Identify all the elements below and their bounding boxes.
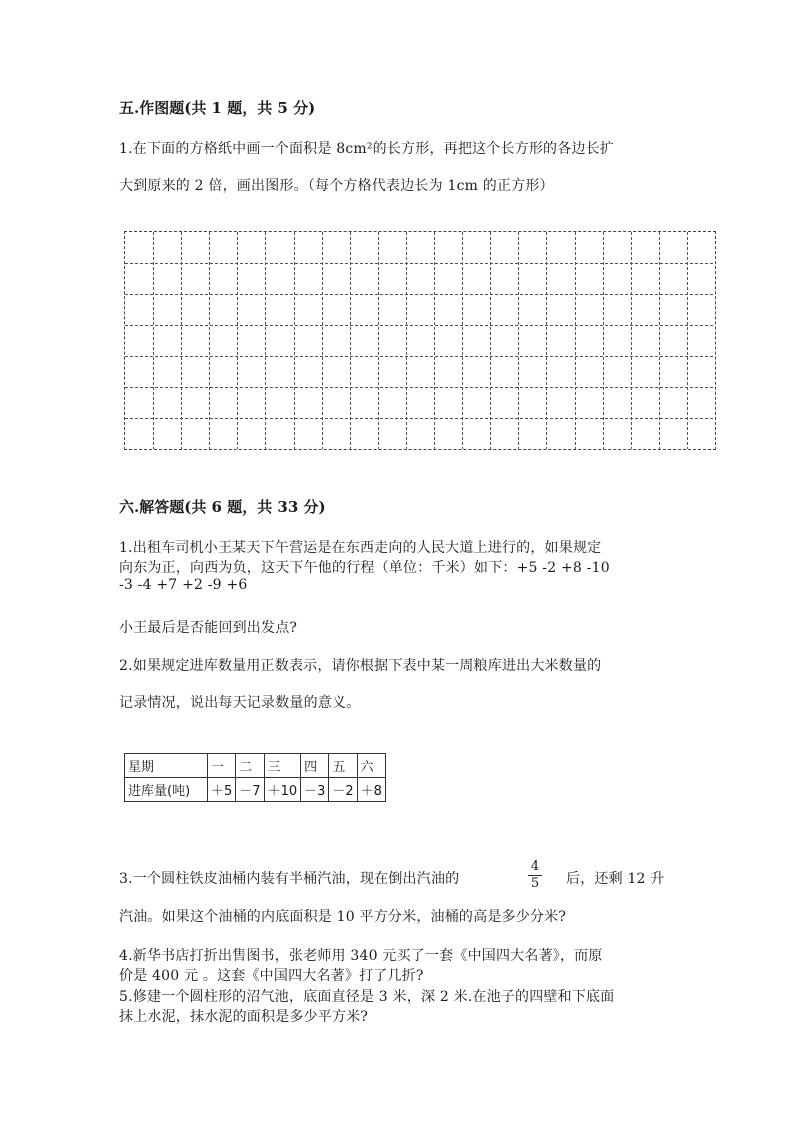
table-cell: 一 <box>208 754 236 778</box>
record-table <box>124 753 386 802</box>
table-cell: 三 <box>264 754 301 778</box>
table-cell: 进库量(吨) <box>125 778 208 802</box>
fraction <box>528 860 542 891</box>
section-5-title: 五.作图题(共 1 题，共 5 分) <box>119 99 316 117</box>
s5-q1-line2: 大到原来的 2 倍，画出图形。（每个方格代表边长为 1cm 的正方形） <box>119 178 554 194</box>
table-cell: －7 <box>236 778 264 802</box>
fraction-denominator: 5 <box>530 876 540 891</box>
table-cell: 六 <box>357 754 385 778</box>
table-cell: 五 <box>329 754 357 778</box>
s6-q3-line1a: 3.一个圆柱铁皮油桶内装有半桶汽油，现在倒出汽油的 <box>119 871 460 887</box>
s6-q3-line2: 汽油。如果这个油桶的内底面积是 10 平方分米，油桶的高是多少分米? <box>119 909 567 925</box>
table-cell: 二 <box>236 754 264 778</box>
s6-q5-line2: 抹上水泥，抹水泥的面积是多少平方米? <box>119 1009 369 1025</box>
s6-q2-line2: 记录情况，说出每天记录数量的意义。 <box>119 695 361 711</box>
table-cell: 星期 <box>125 754 208 778</box>
table-cell: －2 <box>329 778 357 802</box>
s6-q1-line2: 向东为正，向西为负，这天下午他的行程（单位：千米）如下：+5 -2 +8 -10 <box>119 560 610 576</box>
fraction-numerator: 4 <box>530 859 540 874</box>
table-row <box>125 778 386 802</box>
drawing-grid[interactable] <box>124 231 716 450</box>
s6-q4-line1: 4.新华书店打折出售图书，张老师用 340 元买了一套《中国四大名著》，而原 <box>119 948 603 964</box>
table-row <box>125 754 386 778</box>
table-cell: ＋5 <box>208 778 236 802</box>
table-cell: －3 <box>301 778 329 802</box>
s6-q5-line1: 5.修建一个圆柱形的沼气池，底面直径是 3 米，深 2 米.在池子的四壁和下底面 <box>119 989 615 1005</box>
s6-q4-line2: 价是 400 元 。这套《中国四大名著》打了几折? <box>119 968 424 984</box>
s6-q1-line1: 1.出租车司机小王某天下午营运是在东西走向的人民大道上进行的，如果规定 <box>119 540 602 556</box>
s5-q1-line1: 1.在下面的方格纸中画一个面积是 8cm²的长方形，再把这个长方形的各边长扩 <box>119 141 615 157</box>
s6-q3-line1b: 后，还剩 12 升 <box>566 871 665 887</box>
section-6-title: 六.解答题(共 6 题，共 33 分) <box>119 498 326 516</box>
table-cell: ＋10 <box>264 778 301 802</box>
table-cell: 四 <box>301 754 329 778</box>
s6-q1-line4: 小王最后是否能回到出发点? <box>119 620 298 636</box>
grid-lines <box>125 232 715 449</box>
s6-q1-line3: -3 -4 +7 +2 -9 +6 <box>119 577 248 593</box>
s6-q2-line1: 2.如果规定进库数量用正数表示，请你根据下表中某一周粮库进出大米数量的 <box>119 658 602 674</box>
table-cell: ＋8 <box>357 778 385 802</box>
